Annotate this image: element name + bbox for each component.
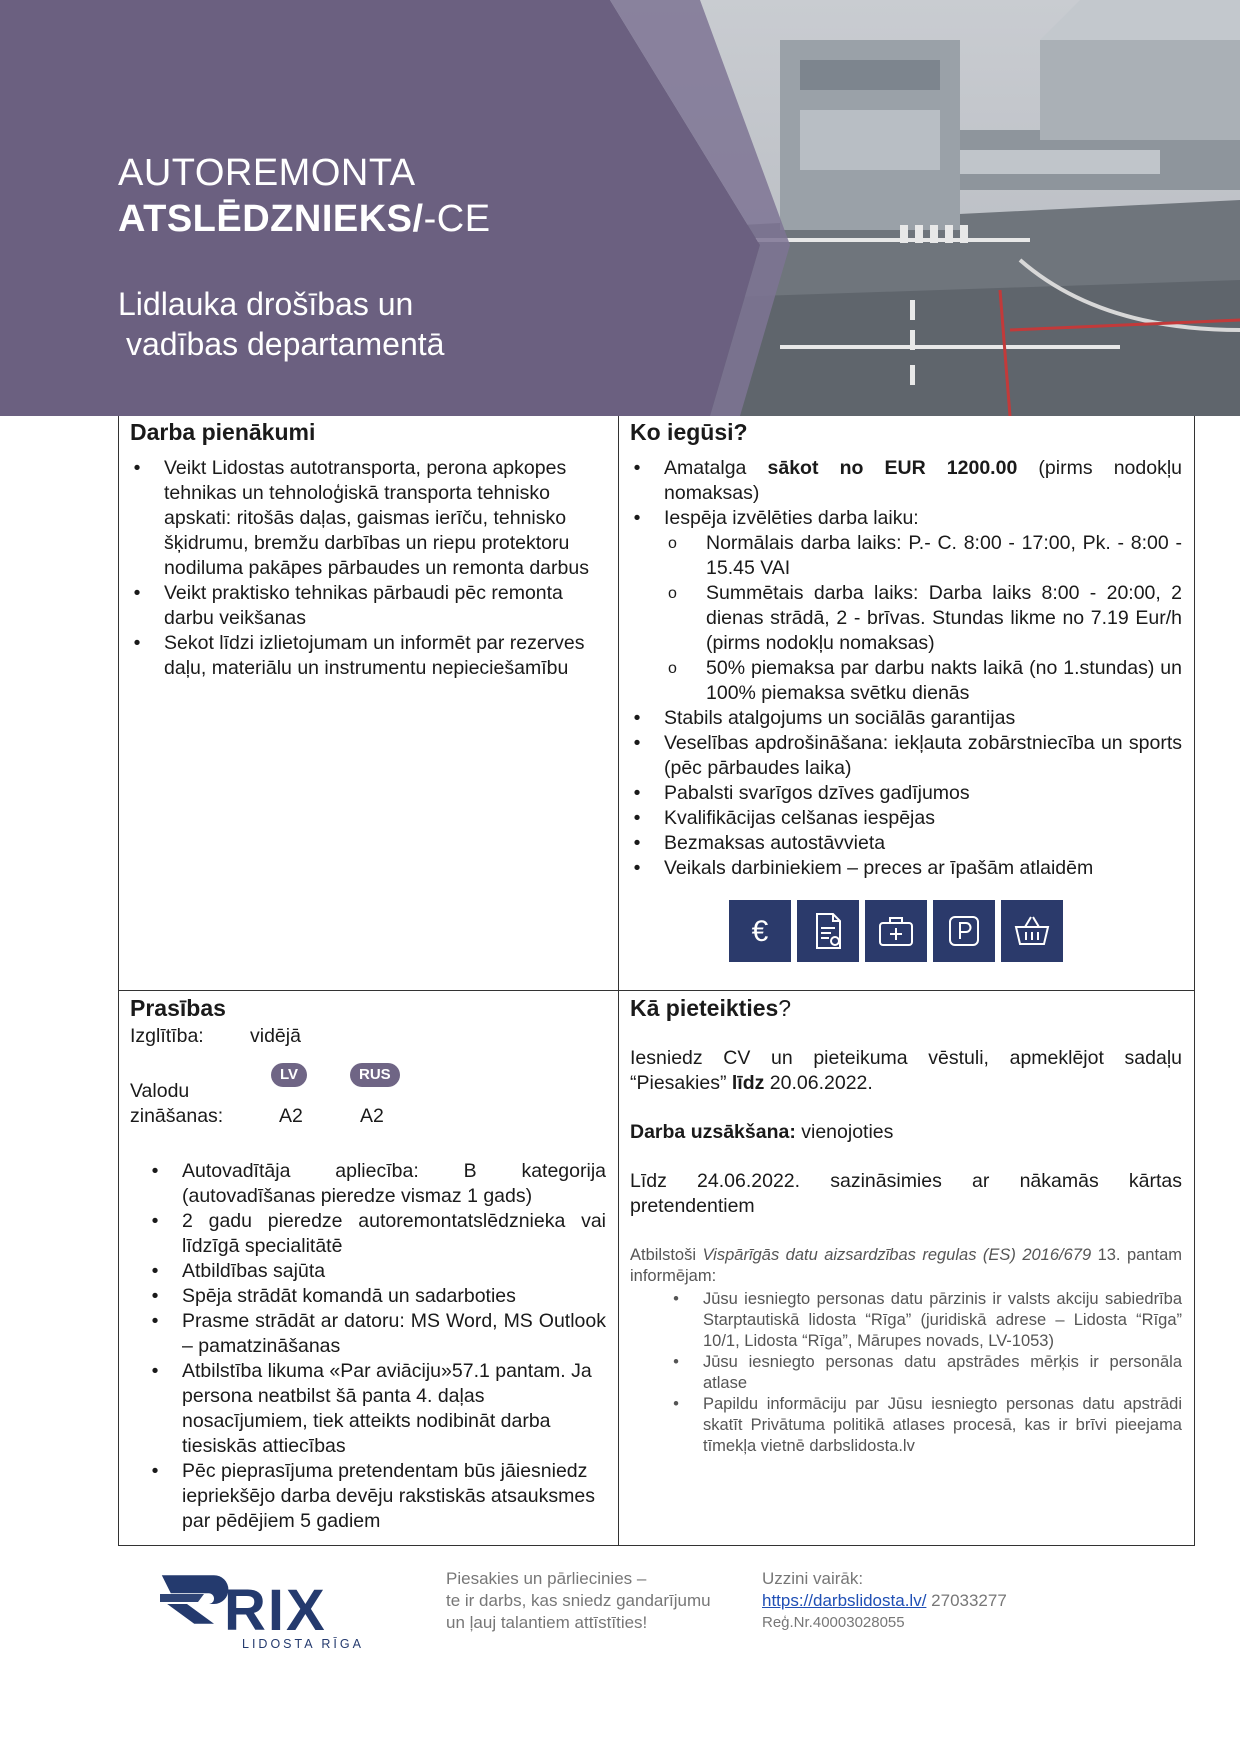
shopping-basket-icon [1001,900,1063,962]
list-item: • 2 gadu pieredze autoremontatslēdznieka vai līdzīgā specialitātē [182,1209,606,1259]
footer-contacts [762,1568,1007,1634]
list-item: • Veselības apdrošināšana: iekļauta zobārstniecība un sports (pēc pārbaudes laika) [664,731,1182,781]
list-item: o Normālais darba laiks: P.- C. 8:00 - 17:00, Pk. - 8:00 - 15.45 VAI [706,531,1182,581]
footer-slogan: Piesakies un pārliecinies – te ir darbs, kas sniedz gandarījumu un ļauj talantiem attīstīties! [446,1569,711,1632]
list-item: • Jūsu iesniegto personas datu apstrādes mērķis ir personāla atlase [703,1352,1182,1394]
document-icon [797,900,859,962]
lang-level-rus: A2 [360,1105,384,1127]
list-item: • Kvalifikācijas celšanas iespējas [664,806,1182,831]
benefits-list [630,456,1182,881]
phone-number: 27033277 [931,1591,1007,1610]
more-info-label: Uzzini vairāk: [762,1569,864,1588]
benefits-heading: Ko iegūsi? [630,419,748,445]
list-item: • Veikt praktisko tehnikas pārbaudi pēc remonta darbu veikšanas [164,581,606,631]
worktime-item: • Iespēja izvēlēties darba laiku: o Normālais darba laiks: P.- C. 8:00 - 17:00, Pk. - 8:00 - 15.45 VAI o Summētais darba laiks: Darba laiks 8:00 - 20:00, 2 dienas strādā, 2 - brīvas. Stundas likme no 7.19 Eur/h (pirms nodokļu nomaksas) o 50% piemaksa par darbu nakts laikā (no 1.stundas) un 100% piemaksa svētku dienās [664,506,1182,706]
job-title-line1: AUTOREMONTA [118,152,416,194]
duties-heading: Darba pienākumi [130,419,316,445]
euro-icon [729,900,791,962]
requirements-list [130,1159,606,1534]
benefits-section [618,416,1194,881]
list-item: • Bezmaksas autostāvvieta [664,831,1182,856]
medical-kit-icon [865,900,927,962]
logo-text: RIX [224,1578,327,1643]
list-item: • Veikt Lidostas autotransporta, perona apkopes tehnikas un tehnoloģiskā transporta tehnisko apskati: ritošās daļas, gaismas ierīču, tehnisko šķidrumu, bremžu darbības un riepu protektoru nodiluma pakāpes pārbaudes un remonta darbus [164,456,606,581]
gdpr-list [630,1289,1182,1457]
list-item: o Summētais darba laiks: Darba laiks 8:00 - 20:00, 2 dienas strādā, 2 - brīvas. Stundas likme no 7.19 Eur/h (pirms nodokļu nomaksas) [706,581,1182,656]
list-item: • Spēja strādāt komandā un sadarboties [182,1284,606,1309]
svg-text:€: € [751,915,769,948]
education-row: Izglītība: vidējā [130,1025,301,1047]
lang-badge-rus: RUS [350,1063,400,1087]
duties-list [130,456,606,681]
career-site-link[interactable]: https://darbslidosta.lv/ [762,1591,927,1610]
contact-note: Līdz 24.06.2022. sazināsimies ar nākamās kārtas pretendentiem [630,1170,1182,1217]
apply-instructions: Iesniedz CV un pieteikuma vēstuli, apmeklējot sadaļu “Piesakies” līdz 20.06.2022. [630,1047,1182,1094]
benefit-icons [729,900,1063,962]
requirements-section [118,992,618,1534]
list-item: • Pēc pieprasījuma pretendentam būs jāiesniedz iepriekšējo darba devēju rakstiskās atsauksmes par pēdējiem 5 gadiem [182,1459,606,1534]
header-banner [0,0,1240,416]
list-item: • Stabils atalgojums un sociālās garantijas [664,706,1182,731]
lang-badge-lv: LV [271,1063,307,1087]
start-date: Darba uzsākšana: vienojoties [630,1121,894,1143]
logo-subtext: LIDOSTA RĪGA [242,1637,364,1650]
registration-number: Reģ.Nr.40003028055 [762,1614,905,1631]
list-item: • Sekot līdzi izlietojumam un informēt par rezerves daļu, materiālu un instrumentu nepieciešamību [164,631,606,681]
list-item: • Autovadītāja apliecība: B kategorija (autovadīšanas pieredze vismaz 1 gads) [182,1159,606,1209]
list-item: • Atbildības sajūta [182,1259,606,1284]
list-item: o 50% piemaksa par darbu nakts laikā (no 1.stundas) un 100% piemaksa svētku dienās [706,656,1182,706]
requirements-heading: Prasības [130,995,226,1021]
lang-level-lv: A2 [279,1105,303,1127]
list-item: • Veikals darbiniekiem – preces ar īpašām atlaidēm [664,856,1182,881]
list-item: • Jūsu iesniegto personas datu pārzinis ir valsts akciju sabiedrība Starptautiskā lidosta “Rīga” (juridiskā adrese – Lidosta “Rīga” 10/1, Lidosta “Rīga”, Mārupes novads, LV-1053) [703,1289,1182,1352]
apply-section [618,992,1194,1457]
list-item: • Prasme strādāt ar datoru: MS Word, MS Outlook – pamatzināšanas [182,1309,606,1359]
content-table [118,416,1195,1546]
languages-row: Valodu zināšanas: LV RUS A2 A2 [130,1059,606,1129]
department-subtitle: Lidlauka drošības un vadības departamentā [118,286,445,362]
list-item: • Pabalsti svarīgos dzīves gadījumos [664,781,1182,806]
job-title [118,150,491,242]
job-title-line2: ATSLĒDZNIEKS/-CE [118,198,491,240]
list-item: • Atbilstība likuma «Par aviāciju»57.1 pantam. Ja persona neatbilst šā panta 4. daļas nosacījumiem, tiek atteikts nodibināt darba tiesiskās attiecības [182,1359,606,1459]
parking-icon [933,900,995,962]
salary-item: • Amatalga sākot no EUR 1200.00 (pirms nodokļu nomaksas) [664,456,1182,506]
rix-logo [160,1570,370,1655]
duties-section [118,416,618,681]
apply-heading: Kā pieteikties? [630,995,792,1021]
list-item: • Papildu informāciju par Jūsu iesniegto personas datu apstrādi skatīt Privātuma politikā atlases procesā, kas ir brīvi pieejama tīmekļa vietnē darbslidosta.lv [703,1394,1182,1457]
worktime-options [664,531,1182,706]
gdpr-notice: Atbilstoši Vispārīgās datu aizsardzības regulas (ES) 2016/679 13. pantam informējam: • Jūsu iesniegto personas datu pārzinis ir valsts akciju sabiedrība Starptautiskā lidosta “Rīga” (juridiskā adrese – Lidosta “Rīga” 10/1, Lidosta “Rīga”, Mārupes novads, LV-1053) • Jūsu iesniegto personas datu apstrādes mērķis ir personāla atlase • Papildu informāciju par Jūsu iesniegto personas datu apstrādi skatīt Privātuma politikā atlases procesā, kas ir brīvi pieejama tīmekļa vietnē darbslidosta.lv [630,1245,1182,1457]
